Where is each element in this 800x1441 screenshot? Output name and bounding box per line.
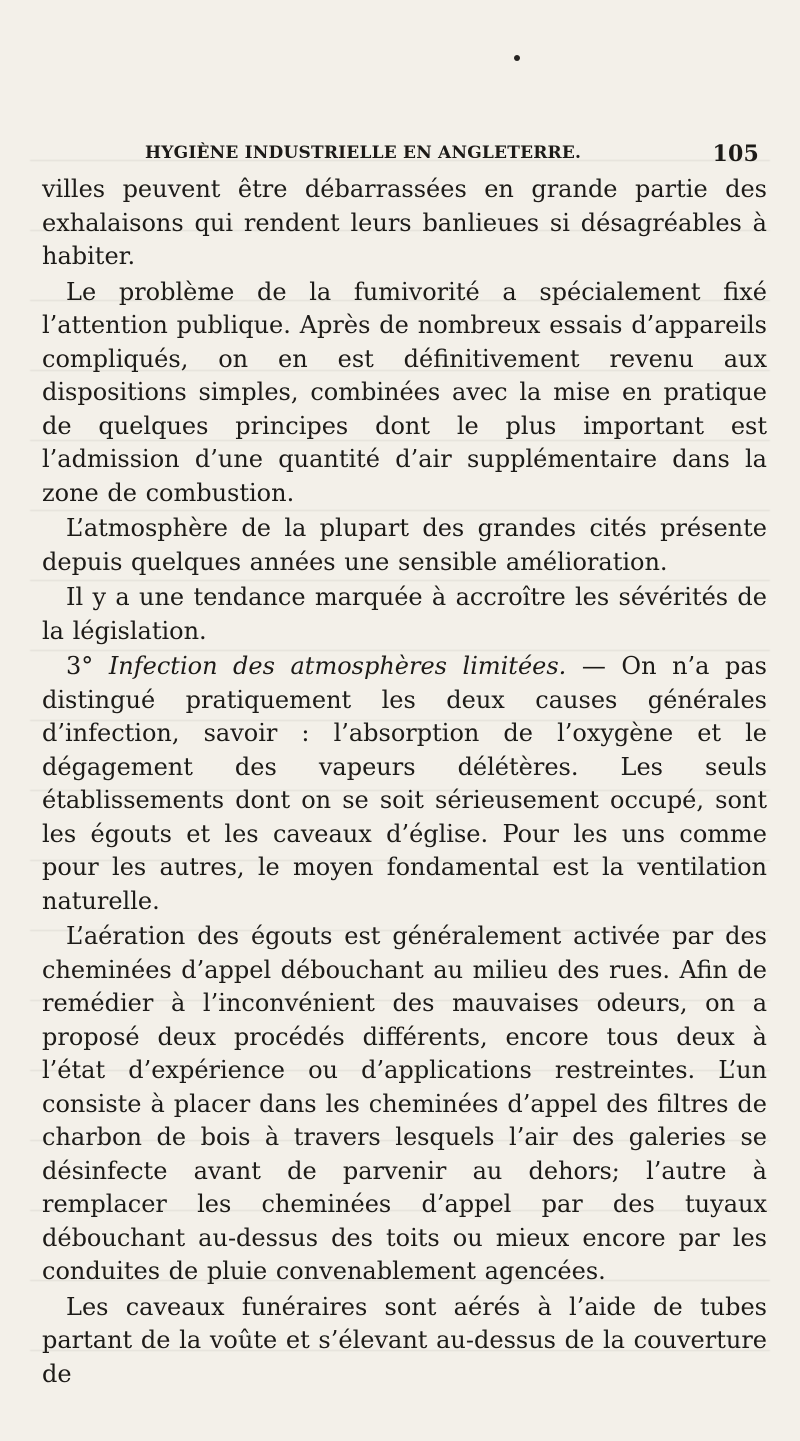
running-title: HYGIÈNE INDUSTRIELLE EN ANGLETERRE. — [145, 143, 582, 163]
paragraph-infection — [42, 650, 767, 918]
section-heading: Infection des atmosphères limitées. — [108, 652, 567, 680]
body-text — [42, 173, 767, 1391]
section-text: — On n’a pas distingué pratiquement les deux causes générales d’infection, savoir : l’absorption de l’oxygène et le dégagement des vapeurs délétères. Les seuls établissements dont on se soit sérieusement occupé, sont les égouts et les caveaux d’église. Pour les uns comme pour les autres, le moyen fondamental est la ventilation naturelle. — [42, 652, 767, 915]
paragraph-atmosphere: L’atmosphère de la plupart des grandes cités présente depuis quelques années une sensible amélioration. — [42, 514, 767, 576]
page-number: 105 — [712, 141, 759, 167]
paragraph-caveaux: Les caveaux funéraires sont aérés à l’aide de tubes partant de la voûte et s’élevant au-dessus de la couverture de — [42, 1292, 767, 1388]
paragraph-continuation: villes peuvent être débarrassées en grande partie des exhalaisons qui rendent leurs banlieues si désagréables à habiter. — [42, 175, 767, 270]
running-head — [145, 143, 765, 173]
printer-mark — [514, 55, 520, 61]
section-number: 3° — [66, 652, 94, 680]
paragraph-egouts: L’aération des égouts est généralement activée par des cheminées d’appel débouchant au milieu des rues. Afin de remédier à l’inconvénient des mauvaises odeurs, on a proposé deux procédés différents, encore tous deux à l’état d’expérience ou d’applications restreintes. L’un consiste à placer dans les cheminées d’appel des filtres de charbon de bois à travers lesquels l’air des galeries se désinfecte avant de parvenir au dehors; l’autre à remplacer les cheminées d’appel par des tuyaux débouchant au-dessus des toits ou mieux encore par les conduites de pluie convenablement agencées. — [42, 922, 767, 1285]
paragraph-fumivorite: Le problème de la fumivorité a spécialement fixé l’attention publique. Après de nombreux essais d’appareils compliqués, on en est définitivement revenu aux dispositions simples, combinées avec la mise en pratique de quelques principes dont le plus important est l’admission d’une quantité d’air supplémentaire dans la zone de combustion. — [42, 277, 767, 507]
paragraph-legislation: Il y a une tendance marquée à accroître les sévérités de la législation. — [42, 583, 767, 645]
